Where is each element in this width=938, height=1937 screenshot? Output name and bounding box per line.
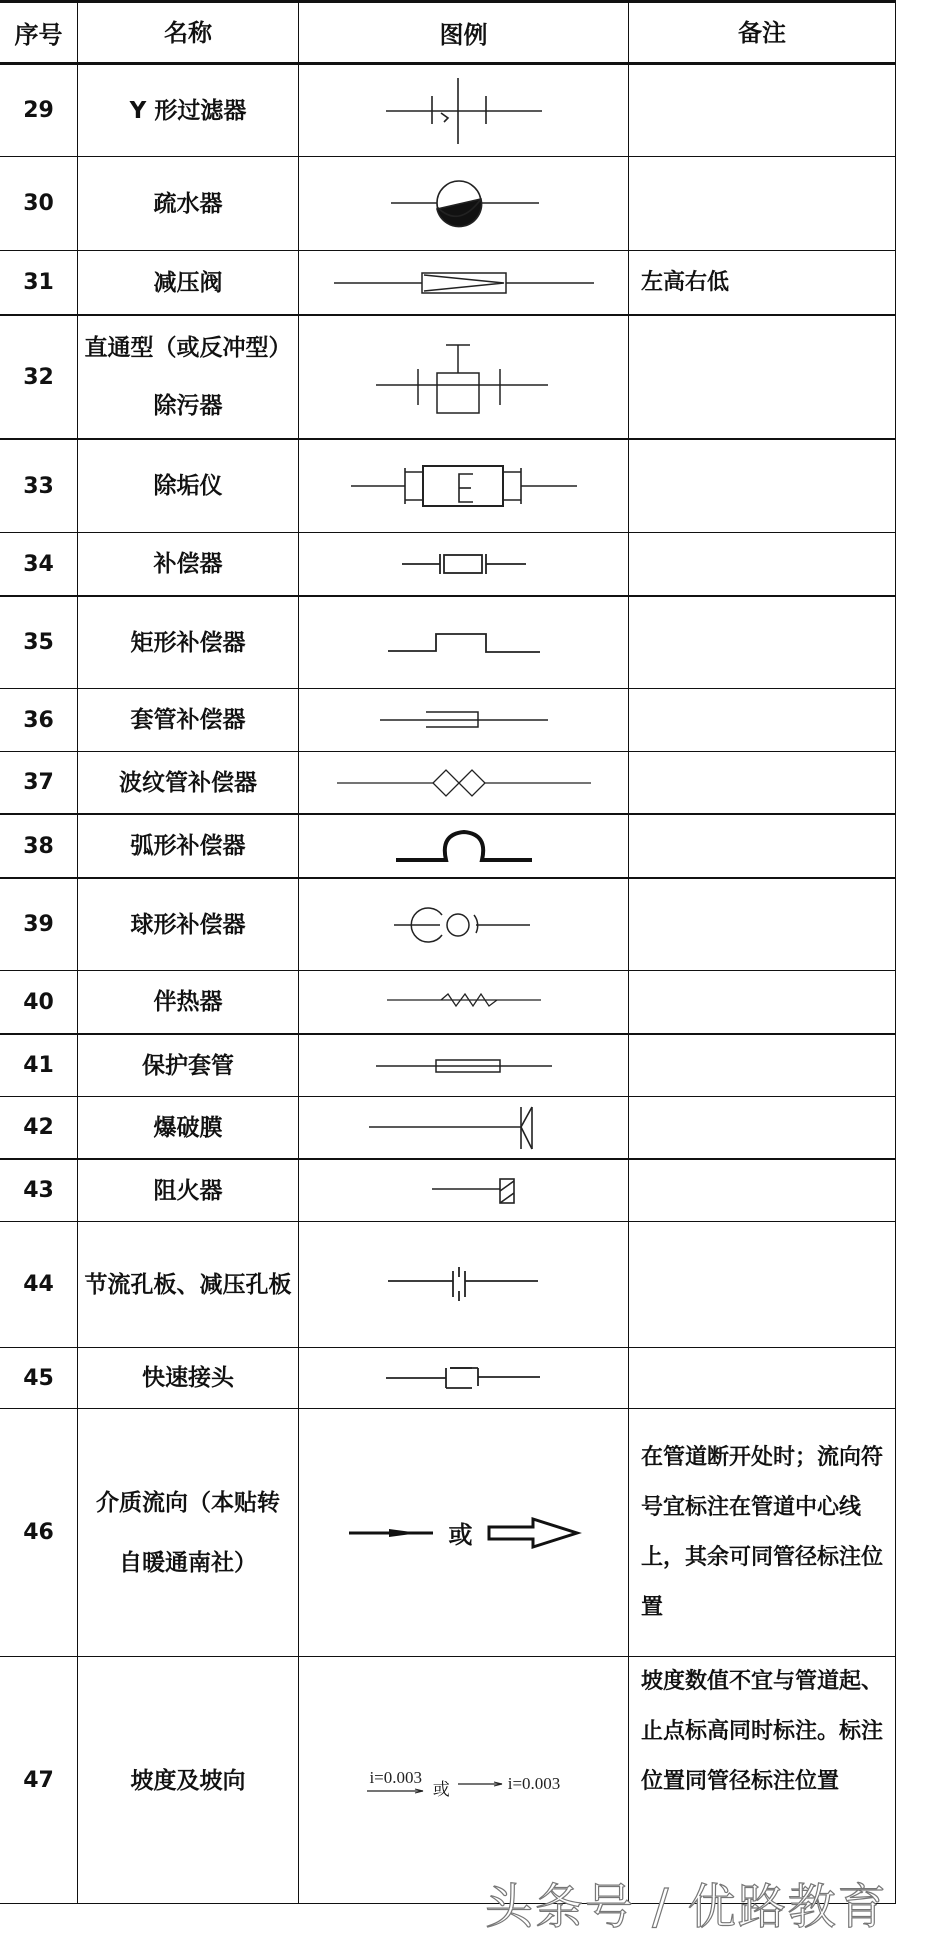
row-no: 29: [23, 98, 54, 123]
or-label: 或: [432, 1780, 450, 1800]
table-row: [0, 532, 896, 595]
table-row: [0, 1408, 896, 1656]
row-name: 波纹管补偿器: [77, 752, 298, 813]
row-legend: [298, 1160, 628, 1221]
row-no: 45: [23, 1365, 54, 1391]
row-legend: [298, 689, 628, 751]
row-no: 37: [23, 770, 54, 795]
slope-value: i=0.003: [507, 1773, 561, 1793]
row-legend: [298, 1035, 628, 1096]
row-name: 保护套管: [77, 1035, 298, 1096]
watermark: 头条号 / 优路教育: [485, 1879, 888, 1935]
table-row: [0, 877, 896, 970]
row-note: 在管道断开处时；流向符号宜标注在管道中心线上，其余可同管径标注位置: [628, 1409, 896, 1656]
row-note: [628, 1222, 896, 1347]
row-legend: [298, 533, 628, 595]
row-name: 除垢仪: [77, 440, 298, 532]
table-row: [0, 970, 896, 1033]
header-no: 序号: [14, 21, 63, 49]
row-note: [628, 1348, 896, 1408]
row-name: 阻火器: [77, 1160, 298, 1221]
table-header: [0, 0, 896, 62]
row-note: [628, 1097, 896, 1158]
flow-arrow-solid-icon: [349, 1525, 435, 1541]
header-name: 名称: [77, 3, 298, 62]
pressure-reducing-valve-icon: [334, 271, 594, 295]
table-row: [0, 751, 896, 813]
y-strainer-icon: [384, 76, 544, 146]
row-legend: [298, 597, 628, 688]
header-legend: 图例: [298, 3, 628, 62]
row-legend: [298, 1409, 628, 1656]
rupture-disc-icon: [369, 1105, 539, 1151]
table-row: [0, 688, 896, 751]
row-name: 快速接头: [77, 1348, 298, 1408]
table-row: [0, 1096, 896, 1158]
row-no: 30: [23, 191, 54, 216]
row-note: [628, 971, 896, 1033]
table-row: [0, 314, 896, 438]
slope-arrow-icon: [458, 1781, 504, 1787]
table-row: [0, 1221, 896, 1347]
row-legend: [298, 1657, 628, 1904]
rectangular-compensator-icon: [388, 631, 540, 655]
row-note: [628, 1160, 896, 1221]
row-no: 41: [23, 1053, 54, 1078]
row-no: 35: [23, 630, 54, 655]
row-note: 坡度数值不宜与管道起、止点标高同时标注。标注位置同管径标注位置: [628, 1657, 896, 1904]
row-note: [628, 597, 896, 688]
bellows-compensator-icon: [337, 768, 591, 798]
slope-inline-arrow: [458, 1774, 561, 1794]
row-legend: [298, 1348, 628, 1408]
table-row: [0, 62, 896, 156]
row-name: 伴热器: [77, 971, 298, 1033]
row-name: 球形补偿器: [77, 879, 298, 970]
row-note: [628, 752, 896, 813]
row-legend: [298, 752, 628, 813]
row-no: 31: [23, 270, 54, 295]
steam-trap-icon: [389, 179, 539, 229]
row-legend: [298, 815, 628, 877]
table-row: [0, 1033, 896, 1096]
row-note: [628, 533, 896, 595]
or-label: 或: [448, 1520, 473, 1549]
table-row: [0, 438, 896, 532]
row-no: 47: [23, 1768, 54, 1793]
table-row: [0, 1347, 896, 1408]
row-legend: [298, 316, 628, 438]
row-no: 36: [23, 707, 54, 733]
descaler-icon: [349, 464, 579, 508]
row-no: 40: [23, 989, 54, 1015]
row-legend: [298, 440, 628, 532]
table-row: [0, 250, 896, 314]
row-note: [628, 815, 896, 877]
row-note: [628, 689, 896, 751]
row-legend: [298, 1222, 628, 1347]
row-name: 疏水器: [77, 157, 298, 250]
row-legend: [298, 157, 628, 250]
orifice-plate-icon: [388, 1267, 540, 1303]
row-legend: [298, 971, 628, 1033]
compensator-icon: [402, 552, 526, 576]
table-row: [0, 1158, 896, 1221]
row-no: 44: [23, 1272, 54, 1297]
dirt-separator-icon: [374, 339, 554, 415]
row-name: Y 形过滤器: [77, 65, 298, 156]
flow-arrow-hollow-icon: [487, 1517, 579, 1549]
row-note: 左高右低: [628, 251, 896, 314]
row-name: 介质流向（本贴转自暖通南社）: [77, 1409, 298, 1656]
row-note: [628, 879, 896, 970]
row-note: [628, 65, 896, 156]
row-legend: [298, 879, 628, 970]
row-name: 弧形补偿器: [77, 815, 298, 877]
slope-above-arrow: [367, 1768, 425, 1794]
slope-value: i=0.003: [369, 1767, 422, 1787]
row-no: 34: [23, 551, 54, 577]
heat-tracer-icon: [387, 992, 541, 1012]
row-legend: [298, 1097, 628, 1158]
row-note: [628, 1035, 896, 1096]
header-note: 备注: [628, 3, 896, 62]
row-no: 38: [23, 833, 54, 859]
row-name: 减压阀: [77, 251, 298, 314]
protective-sleeve-icon: [376, 1058, 552, 1074]
row-name: 坡度及坡向: [77, 1657, 298, 1904]
row-note: [628, 316, 896, 438]
row-no: 39: [23, 912, 54, 937]
table-row: [0, 813, 896, 877]
arc-compensator-icon: [394, 828, 534, 864]
row-name: 补偿器: [77, 533, 298, 595]
ball-compensator-icon: [394, 905, 534, 945]
row-name: 套管补偿器: [77, 689, 298, 751]
table-row: [0, 595, 896, 688]
row-no: 46: [23, 1520, 54, 1545]
row-name: 直通型（或反冲型）除污器: [77, 316, 298, 438]
table-row: [0, 156, 896, 250]
row-no: 33: [23, 473, 54, 499]
row-name: 爆破膜: [77, 1097, 298, 1158]
quick-coupling-icon: [386, 1366, 542, 1390]
flame-arrester-icon: [432, 1177, 516, 1205]
slope-arrow-icon: [367, 1788, 425, 1794]
sleeve-compensator-icon: [380, 710, 548, 730]
row-name: 节流孔板、减压孔板: [77, 1222, 298, 1347]
table-row: [0, 1656, 896, 1904]
row-note: [628, 440, 896, 532]
row-no: 43: [23, 1178, 54, 1203]
row-legend: [298, 251, 628, 314]
row-no: 32: [23, 364, 54, 390]
row-note: [628, 157, 896, 250]
row-legend: [298, 65, 628, 156]
row-name: 矩形补偿器: [77, 597, 298, 688]
row-no: 42: [23, 1115, 54, 1140]
